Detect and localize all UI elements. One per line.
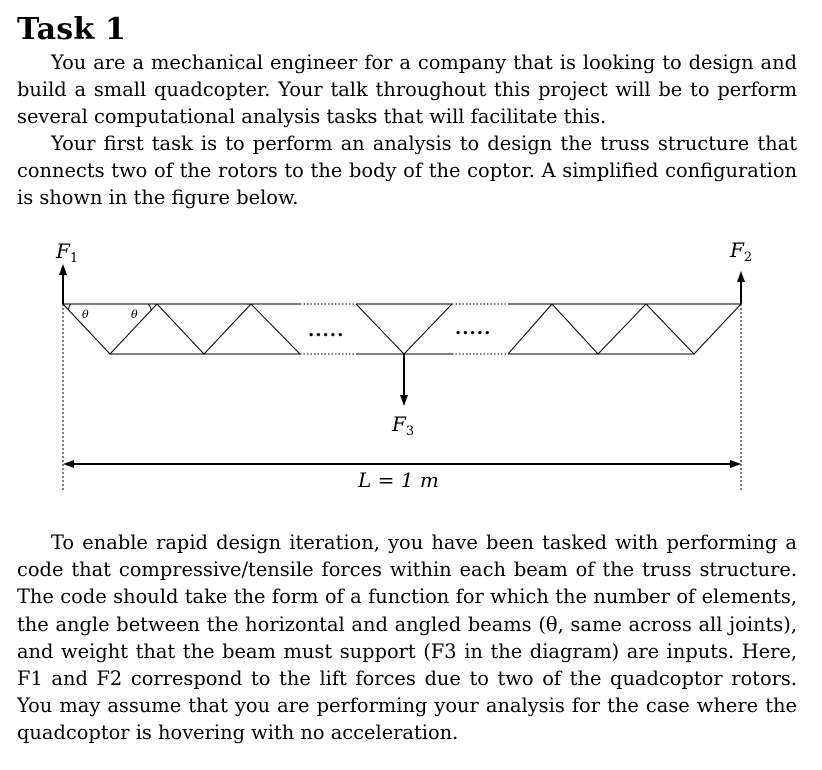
force-f3-arrowhead — [400, 395, 408, 406]
angle-label-2: θ — [131, 308, 138, 321]
ellipsis-right: ..... — [455, 318, 492, 339]
requirements-paragraph: To enable rapid design iteration, you have been tasked with performing a code that compressive/tensile forces within each beam of the truss structure. The code should take the form of a function for which the number of elements, the angle between the horizontal and angled beams (θ, same across all joints), and weight that the beam must support (F3 in the diagram) are inputs. Here, F1 and F2 correspond to the lift forces due to two of the quadcoptor rotors. You may assume that you are performing your analysis for the case where the quadcoptor is hovering with no acceleration. — [17, 531, 797, 745]
left-diagonals — [63, 304, 300, 354]
angle-arc-1 — [69, 304, 72, 310]
force-f2-label: $F_2$ — [730, 238, 753, 265]
length-label: L = 1 m — [358, 468, 439, 492]
task-paragraph: Your first task is to perform an analysis to design the truss structure that connects two of the rotors to the body of the coptor. A simplified configuration is shown in the figure below. — [17, 132, 797, 210]
middle-diagonals — [356, 304, 452, 354]
angle-arc-2 — [148, 304, 151, 311]
force-f1-label: $F_1$ — [56, 239, 79, 266]
angle-label-1: θ — [82, 308, 89, 321]
right-diagonals — [508, 304, 741, 354]
force-f1-arrowhead — [59, 264, 67, 275]
ellipsis-left: ..... — [308, 320, 345, 341]
length-arrowhead-left — [63, 460, 74, 468]
force-f2-arrowhead — [737, 271, 745, 282]
task-title: Task 1 — [17, 12, 127, 47]
force-f3-label: $F_3$ — [392, 412, 415, 439]
intro-paragraph: You are a mechanical engineer for a company that is looking to design and build a small quadcopter. Your talk throughout this project will be to perform several computational analysis tasks that will facilitate this. — [17, 51, 797, 129]
length-arrowhead-right — [730, 460, 741, 468]
